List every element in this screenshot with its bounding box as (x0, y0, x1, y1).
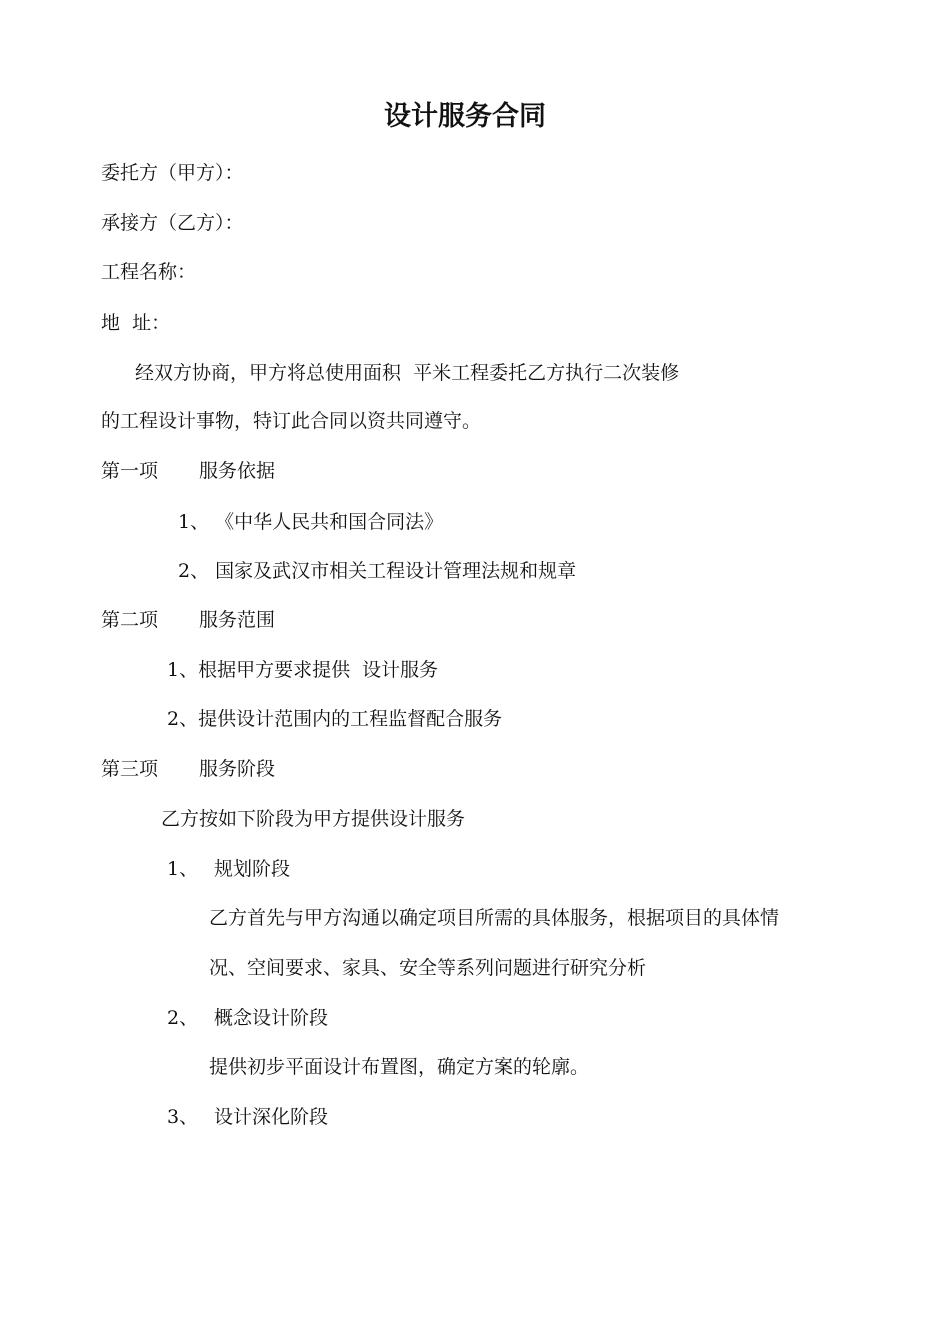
section-1-heading (101, 458, 275, 484)
section-3-intro: 乙方按如下阶段为甲方提供设计服务 (161, 808, 466, 830)
intro-paragraph-line-1: 经双方协商，甲方将总使用面积 平米工程委托乙方执行二次装修 (135, 362, 680, 384)
stage-3-heading (167, 1104, 328, 1130)
section-2-number: 第二项 (101, 609, 159, 631)
stage-2-title: 概念设计阶段 (214, 1007, 329, 1029)
page-title: 设计服务合同 (384, 101, 546, 132)
stage-3-title: 设计深化阶段 (214, 1106, 329, 1128)
section-1-item-1: 1、 《中华人民共和国合同法》 (178, 511, 444, 533)
stage-1-desc-line-2: 况、空间要求、家具、安全等系列问题进行研究分析 (209, 957, 647, 979)
section-2-item-1: 1、根据甲方要求提供 设计服务 (167, 659, 439, 681)
party-a-label: 委托方（甲方）： (101, 162, 244, 184)
stage-3-number: 3、 (167, 1106, 199, 1128)
party-b-label: 承接方（乙方）： (101, 212, 244, 234)
stage-1-heading (167, 856, 290, 882)
section-1-title: 服务依据 (199, 460, 276, 482)
project-name-label: 工程名称： (101, 261, 197, 283)
section-2-item-2: 2、提供设计范围内的工程监督配合服务 (167, 708, 503, 730)
section-1-item-2: 2、 国家及武汉市相关工程设计管理法规和规章 (178, 560, 577, 582)
stage-2-number: 2、 (167, 1007, 199, 1029)
stage-1-number: 1、 (167, 858, 199, 880)
intro-paragraph-line-2: 的工程设计事物，特订此合同以资共同遵守。 (101, 410, 482, 432)
stage-1-title: 规划阶段 (214, 858, 291, 880)
stage-2-desc-line-1: 提供初步平面设计布置图，确定方案的轮廓。 (209, 1056, 590, 1078)
stage-1-desc-line-1: 乙方首先与甲方沟通以确定项目所需的具体服务，根据项目的具体情 (209, 907, 780, 929)
section-3-number: 第三项 (101, 758, 159, 780)
address-label: 地 址： (101, 312, 171, 334)
section-2-title: 服务范围 (199, 609, 276, 631)
section-3-heading (101, 756, 275, 782)
section-1-number: 第一项 (101, 460, 159, 482)
section-3-title: 服务阶段 (199, 758, 276, 780)
section-2-heading (101, 607, 275, 633)
stage-2-heading (167, 1005, 328, 1031)
